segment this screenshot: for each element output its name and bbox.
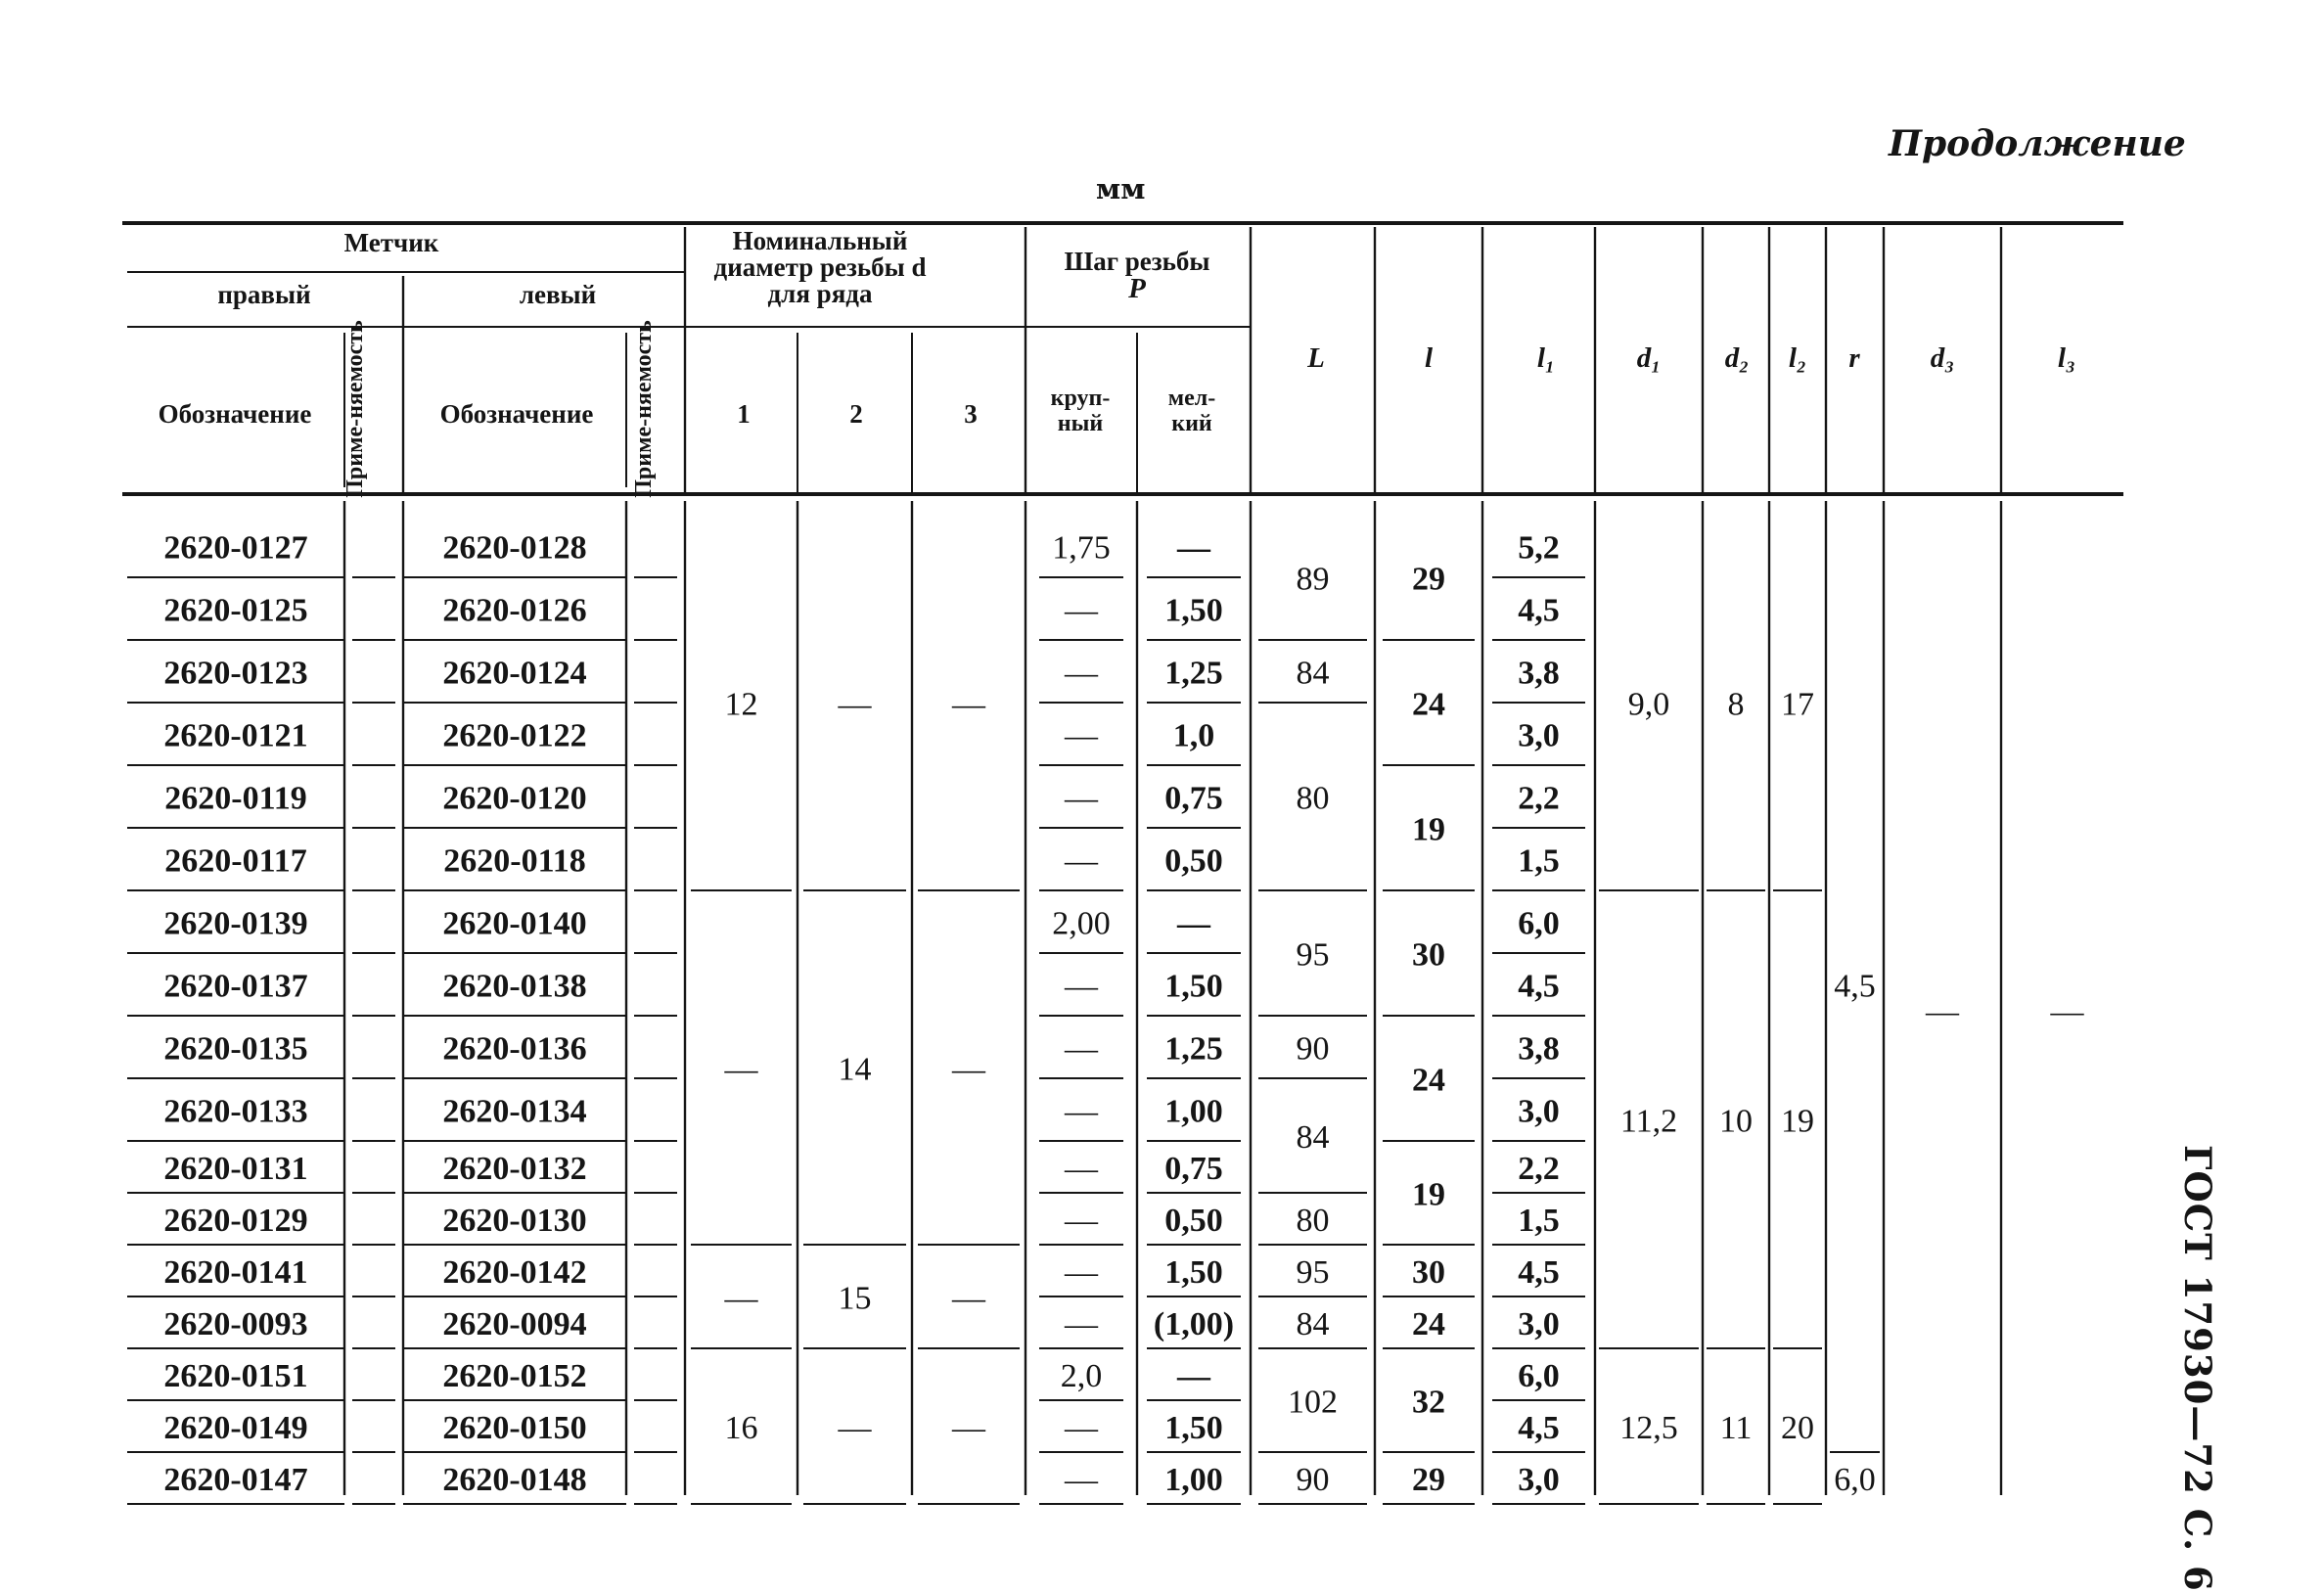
value-l1: 3,0 — [1518, 1093, 1560, 1130]
value-l1: 6,0 — [1518, 1358, 1560, 1394]
value-l: 19 — [1412, 1176, 1445, 1213]
header-applicability-right: Приме-няемость — [342, 320, 368, 498]
header-series-1: 1 — [737, 399, 751, 429]
header-l1: l₁ — [1536, 342, 1556, 374]
diam-series-3: — — [952, 686, 985, 723]
pitch-fine: — — [1177, 529, 1210, 567]
value-l1: 4,5 — [1518, 592, 1560, 629]
value-l1: 1,5 — [1518, 842, 1560, 880]
pitch-fine: 1,25 — [1164, 655, 1223, 692]
designation-right: 2620-0129 — [163, 1203, 308, 1239]
header-d2: d₂ — [1724, 342, 1750, 374]
value-l1: 3,0 — [1518, 1462, 1560, 1498]
pitch-coarse: — — [1065, 1410, 1098, 1446]
designation-right: 2620-0125 — [163, 592, 308, 629]
designation-right: 2620-0123 — [163, 655, 308, 692]
header-coarse-2: ный — [1057, 411, 1104, 436]
value-d1: 12,5 — [1619, 1410, 1678, 1446]
value-l: 30 — [1412, 936, 1445, 974]
table-grid — [122, 223, 2123, 1504]
value-L: 80 — [1296, 780, 1330, 817]
pitch-coarse: 1,75 — [1052, 529, 1111, 567]
value-l: 24 — [1412, 1306, 1445, 1342]
value-L: 95 — [1296, 936, 1330, 974]
value-r: 4,5 — [1834, 968, 1876, 1005]
designation-right: 2620-0117 — [164, 842, 307, 880]
header-designation-left: Обозначение — [439, 399, 594, 429]
designation-left: 2620-0124 — [442, 655, 587, 692]
value-d1: 9,0 — [1627, 686, 1670, 723]
value-d2: 10 — [1719, 1103, 1753, 1140]
pitch-coarse: — — [1065, 1254, 1098, 1291]
value-l3: — — [2050, 993, 2084, 1030]
designation-right: 2620-0141 — [163, 1254, 308, 1291]
value-l1: 3,8 — [1518, 1030, 1560, 1068]
designation-right: 2620-0119 — [164, 780, 307, 817]
pitch-coarse: — — [1065, 842, 1098, 880]
header-designation-right: Обозначение — [158, 399, 312, 429]
designation-right: 2620-0135 — [163, 1030, 308, 1068]
header-left: левый — [519, 280, 597, 309]
diam-series-2: 14 — [838, 1051, 872, 1088]
diam-series-1: — — [724, 1280, 758, 1317]
pitch-fine: 0,50 — [1164, 1203, 1223, 1239]
designation-right: 2620-0137 — [163, 968, 308, 1005]
value-L: 102 — [1288, 1384, 1338, 1421]
designation-left: 2620-0122 — [442, 717, 587, 754]
value-L: 80 — [1296, 1203, 1330, 1239]
header-fine-2: кий — [1171, 411, 1212, 436]
header-L: L — [1307, 342, 1325, 374]
pitch-fine: 1,50 — [1164, 1254, 1223, 1291]
pitch-coarse: — — [1065, 1462, 1098, 1498]
pitch-fine: 1,00 — [1164, 1093, 1223, 1130]
pitch-coarse: — — [1065, 1151, 1098, 1187]
header-nom-diam-3: для ряда — [767, 279, 873, 308]
value-d2: 11 — [1719, 1410, 1753, 1446]
value-l1: 5,2 — [1518, 529, 1560, 567]
pitch-coarse: — — [1065, 1203, 1098, 1239]
pitch-fine: 1,0 — [1172, 717, 1215, 754]
diam-series-1: 12 — [724, 686, 758, 723]
header-r: r — [1848, 342, 1860, 374]
designation-left: 2620-0094 — [442, 1306, 587, 1342]
diam-series-1: 16 — [724, 1410, 758, 1446]
value-l: 24 — [1412, 1062, 1445, 1099]
designation-right: 2620-0121 — [163, 717, 308, 754]
header-coarse-1: круп- — [1050, 386, 1111, 411]
header-nom-diam-2: диаметр резьбы d — [713, 252, 927, 282]
header-d1: d₁ — [1636, 342, 1662, 374]
pitch-fine: 0,75 — [1164, 780, 1223, 817]
gost-side-header: ГОСТ 17930—72 С. 6 — [2176, 1145, 2219, 1592]
designation-left: 2620-0134 — [442, 1093, 587, 1130]
designation-right: 2620-0133 — [163, 1093, 308, 1130]
value-l1: 3,0 — [1518, 717, 1560, 754]
continuation-label: Продолжение — [1889, 123, 2186, 164]
header-l: l — [1424, 342, 1434, 374]
diam-series-3: — — [952, 1280, 985, 1317]
diam-series-2: — — [838, 1410, 872, 1446]
value-l1: 6,0 — [1518, 905, 1560, 942]
pitch-coarse: 2,0 — [1060, 1358, 1103, 1394]
header-fine-1: мел- — [1167, 386, 1216, 411]
value-l1: 2,2 — [1518, 780, 1560, 817]
designation-left: 2620-0130 — [442, 1203, 587, 1239]
header-l2: l₂ — [1788, 342, 1807, 374]
value-r: 6,0 — [1834, 1462, 1876, 1498]
table-body — [163, 530, 2084, 1499]
pitch-coarse: — — [1065, 592, 1098, 629]
value-l1: 3,8 — [1518, 655, 1560, 692]
designation-left: 2620-0148 — [442, 1462, 587, 1498]
pitch-coarse: 2,00 — [1052, 905, 1111, 942]
designation-left: 2620-0152 — [442, 1358, 587, 1394]
pitch-fine: — — [1177, 905, 1210, 942]
pitch-fine: 0,50 — [1164, 842, 1223, 880]
header-nom-diam-1: Номинальный — [732, 226, 908, 255]
header-d3: d₃ — [1930, 342, 1955, 374]
value-l2: 17 — [1781, 686, 1814, 723]
designation-left: 2620-0126 — [442, 592, 587, 629]
value-l1: 1,5 — [1518, 1203, 1560, 1239]
header-pitch-1: Шаг резьбы — [1064, 247, 1210, 276]
designation-left: 2620-0138 — [442, 968, 587, 1005]
diam-series-3: — — [952, 1410, 985, 1446]
value-l2: 20 — [1781, 1410, 1814, 1446]
designation-left: 2620-0132 — [442, 1151, 587, 1187]
value-l: 29 — [1412, 561, 1445, 598]
pitch-coarse: — — [1065, 655, 1098, 692]
designation-left: 2620-0136 — [442, 1030, 587, 1068]
value-l1: 2,2 — [1518, 1151, 1560, 1187]
header-series-3: 3 — [964, 399, 978, 429]
diam-series-2: 15 — [838, 1280, 872, 1317]
diam-series-2: — — [838, 686, 872, 723]
designation-right: 2620-0131 — [163, 1151, 308, 1187]
value-d3: — — [1926, 993, 1959, 1030]
pitch-fine: 1,50 — [1164, 968, 1223, 1005]
diam-series-1: — — [724, 1051, 758, 1088]
value-L: 90 — [1296, 1462, 1330, 1498]
designation-right: 2620-0151 — [163, 1358, 308, 1394]
header-metchik: Метчик — [343, 228, 439, 257]
designation-left: 2620-0118 — [443, 842, 586, 880]
designation-left: 2620-0120 — [442, 780, 587, 817]
pitch-fine: 1,00 — [1164, 1462, 1223, 1498]
designation-right: 2620-0093 — [163, 1306, 308, 1342]
pitch-fine: 1,50 — [1164, 1410, 1223, 1446]
value-l: 29 — [1412, 1462, 1445, 1498]
value-L: 90 — [1296, 1030, 1330, 1068]
value-L: 84 — [1296, 1306, 1330, 1342]
pitch-fine: 1,25 — [1164, 1030, 1223, 1068]
pitch-coarse: — — [1065, 1030, 1098, 1068]
designation-left: 2620-0140 — [442, 905, 587, 942]
designation-right: 2620-0147 — [163, 1462, 308, 1498]
value-l: 19 — [1412, 811, 1445, 848]
pitch-coarse: — — [1065, 780, 1098, 817]
value-l: 24 — [1412, 686, 1445, 723]
value-l1: 3,0 — [1518, 1306, 1560, 1342]
value-l: 32 — [1412, 1384, 1445, 1421]
header-right: правый — [217, 280, 311, 309]
header-pitch-2: P — [1128, 273, 1146, 304]
designation-right: 2620-0149 — [163, 1410, 308, 1446]
value-d1: 11,2 — [1619, 1103, 1678, 1140]
pitch-fine: — — [1177, 1358, 1210, 1394]
pitch-coarse: — — [1065, 717, 1098, 754]
table-header — [159, 226, 2075, 498]
pitch-fine: 0,75 — [1164, 1151, 1223, 1187]
pitch-fine: 1,50 — [1164, 592, 1223, 629]
value-l: 30 — [1412, 1254, 1445, 1291]
value-l1: 4,5 — [1518, 1254, 1560, 1291]
pitch-coarse: — — [1065, 1093, 1098, 1130]
unit-label: мм — [1096, 172, 1146, 205]
designation-left: 2620-0150 — [442, 1410, 587, 1446]
value-L: 89 — [1296, 561, 1330, 598]
pitch-coarse: — — [1065, 968, 1098, 1005]
pitch-fine: (1,00) — [1153, 1306, 1235, 1342]
value-d2: 8 — [1727, 686, 1745, 723]
designation-left: 2620-0128 — [442, 529, 587, 567]
header-l3: l₃ — [2057, 342, 2076, 374]
header-applicability-left: Приме-няемость — [631, 320, 657, 498]
pitch-coarse: — — [1065, 1306, 1098, 1342]
header-series-2: 2 — [849, 399, 863, 429]
designation-left: 2620-0142 — [442, 1254, 587, 1291]
value-l1: 4,5 — [1518, 1410, 1560, 1446]
value-L: 84 — [1296, 1119, 1330, 1156]
value-l2: 19 — [1781, 1103, 1814, 1140]
value-L: 84 — [1296, 655, 1330, 692]
diam-series-3: — — [952, 1051, 985, 1088]
designation-right: 2620-0127 — [163, 529, 308, 567]
designation-right: 2620-0139 — [163, 905, 308, 942]
value-L: 95 — [1296, 1254, 1330, 1291]
value-l1: 4,5 — [1518, 968, 1560, 1005]
